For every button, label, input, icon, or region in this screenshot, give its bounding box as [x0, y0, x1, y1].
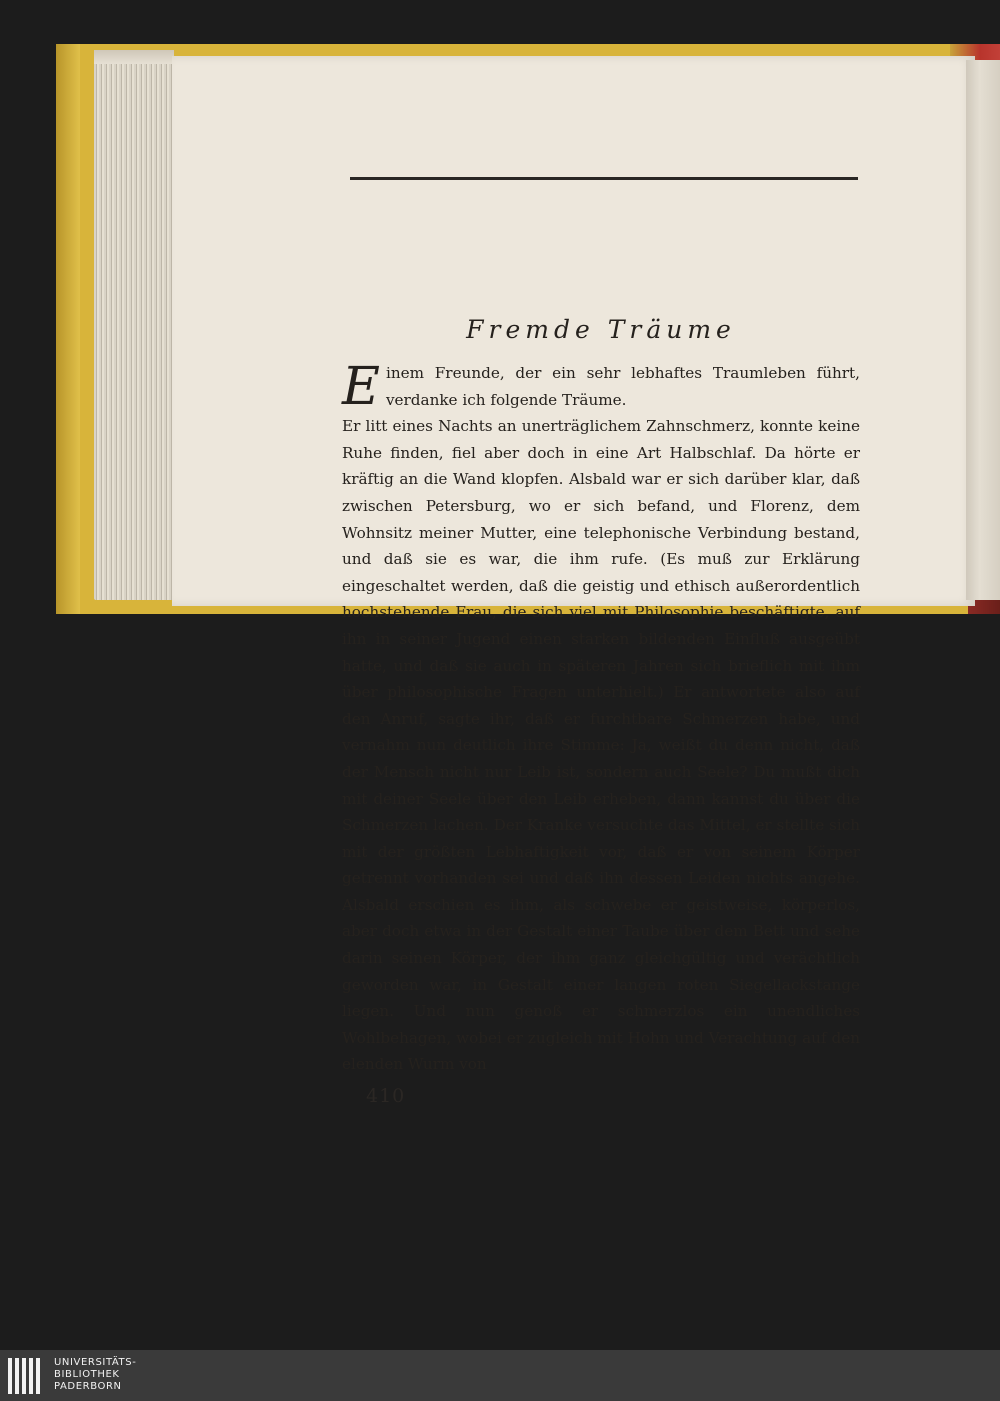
page-number: 410 — [366, 1085, 406, 1107]
first-paragraph — [342, 357, 860, 417]
page-stack-top — [94, 50, 174, 64]
facing-page-edge — [966, 60, 1000, 600]
logo-line-3: PADERBORN — [54, 1381, 122, 1392]
library-footer — [0, 1350, 1000, 1401]
logo-line-2: BIBLIOTHEK — [54, 1369, 120, 1380]
cover-edge-shadow — [56, 44, 80, 614]
drop-cap: E — [342, 357, 380, 417]
chapter-title: Fremde Träume — [466, 315, 736, 344]
library-logo-icon — [8, 1358, 44, 1394]
first-paragraph-text: inem Freunde, der ein sehr lebhaftes Traumleben führt, verdanke ich folgende Träume. — [385, 364, 860, 409]
header-rule — [350, 177, 858, 180]
second-paragraph: Er litt eines Nachts an unerträglichem Zahnschmerz, konnte keine Ruhe finden, fiel aber doch in eine Art Halbschlaf. Da hörte er kräftig an die Wand klopfen. Alsbald war er sich darüber klar, daß zwischen Petersburg, wo er sich befand, und Florenz, dem Wohnsitz meiner Mutter, eine telephonische Verbindung bestand, und daß sie es war, die ihm rufe. (Es muß zur Erklärung eingeschaltet werden, daß die geistig und ethisch außerordentlich hochstehende Frau, die sich viel mit Philosophie beschäftigte, auf ihn in seiner Jugend einen starken bildenden Einfluß ausgeübt hatte, und daß sie auch in späteren Jahren sich brieflich mit ihm über philosophische Fragen unterhielt.) Er antwortete also auf den Anruf, sagte ihr, daß er furchtbare Schmerzen habe, und vernahm nun deutlich ihre Stimme: Ja, weißt du denn nicht, daß der Mensch nicht nur Leib ist, sondern auch Seele? Du mußt dich mit deiner Seele über den Leib erheben, dann kannst du über die Schmerzen lachen. Der Kranke versuchte das Mittel, er stellte sich mit der größten Lebhaftigkeit vor, daß er von seinem Körper getrennt vorhanden sei und daß ihn dessen Leiden nichts angehe. Alsbald erschien es ihm, als schwebe er geistweise, körperlos, aber doch etwa in der Gestalt einer Taube über dem Bett und sehe darin seinen Körper, der ihm ganz gleichgültig und verächtlich geworden war, in Gestalt einer langen roten Siegellackstange liegen. Und nun genoß er schmerzlos ein unendliches Wohlbehagen, wobei er zugleich mit Hohn und Verachtung auf den elenden Wurm von — [342, 417, 860, 1074]
library-logo-text — [54, 1357, 136, 1393]
page-text — [342, 310, 860, 1078]
page-stack — [94, 50, 174, 600]
logo-line-1: UNIVERSITÄTS- — [54, 1357, 137, 1368]
